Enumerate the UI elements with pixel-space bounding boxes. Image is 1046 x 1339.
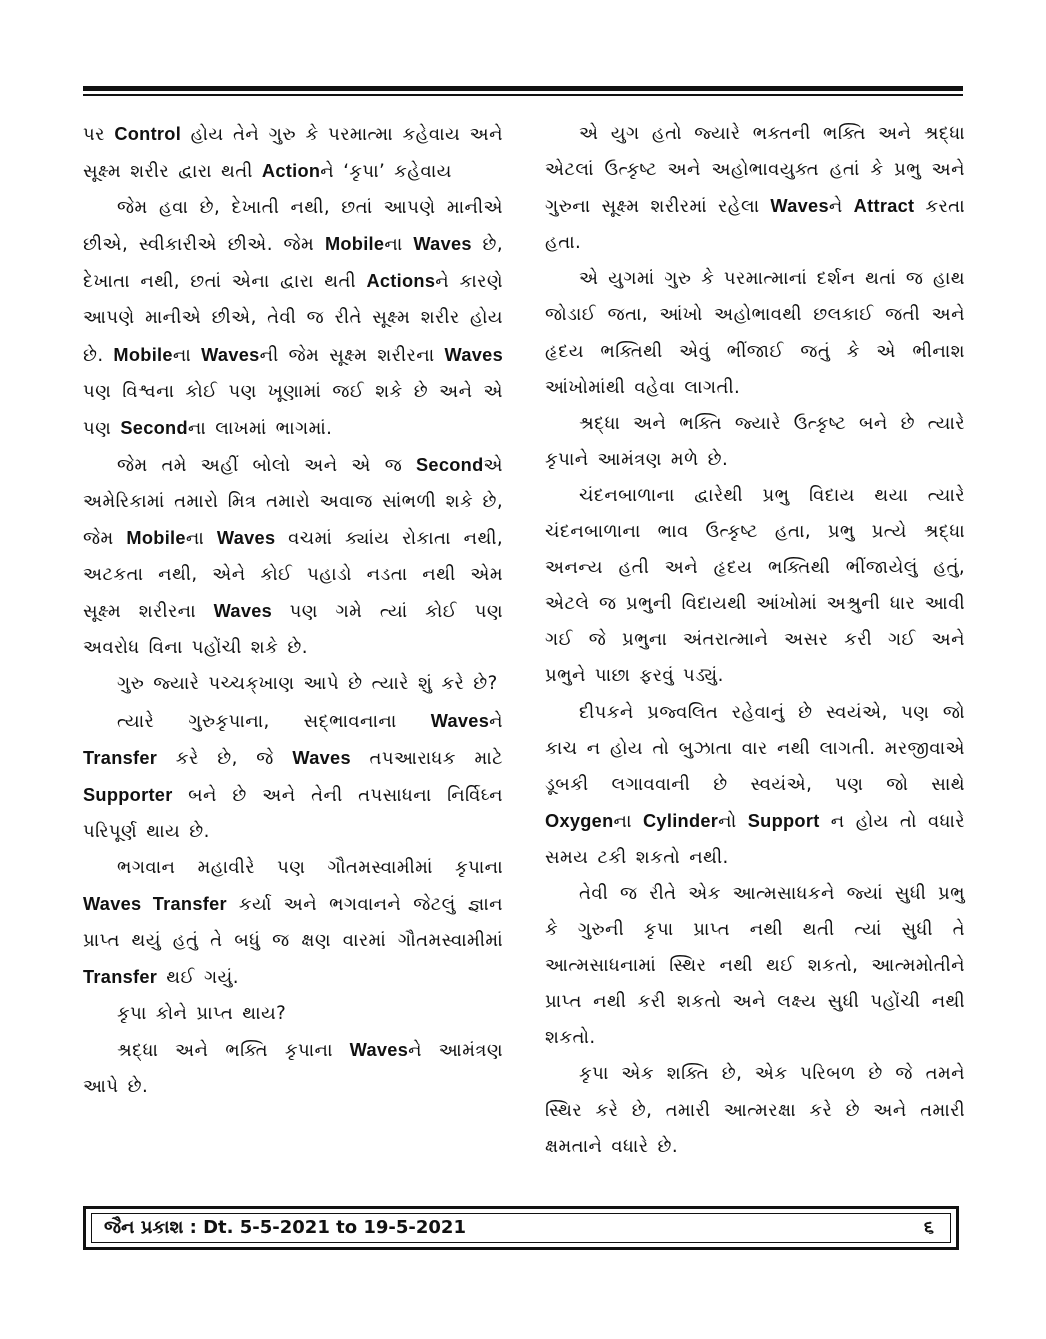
page-number: ૬ [923,1217,934,1238]
right_column-paragraph: કૃપા એક શક્તિ છે, એક પરિબળ છે જે તમને સ્થિર કરે છે, તમારી આત્મરક્ષા કરે છે અને તમારી ક્ષમતાને વધારે છે. [545,1063,965,1157]
right_column-paragraph: એ યુગમાં ગુરુ કે પરમાત્માનાં દર્શન થતાં જ હાથ જોડાઈ જતા, આંખો અહોભાવથી છલકાઈ જતી અને હૃદય ભક્તિથી એવું ભીંજાઈ જતું કે એ ભીનાશ આંખોમાંથી વહેવા લાગતી. [545,268,965,398]
right_column-paragraph: ચંદનબાળાના દ્વારેથી પ્રભુ વિદાય થયા ત્યારે ચંદનબાળાના ભાવ ઉત્કૃષ્ટ હતા, પ્રભુ પ્રત્યે શ્રદ્ધા અનન્ય હતી અને હૃદય ભક્તિથી ભીંજાયેલું હતું, એટલે જ પ્રભુની વિદાયથી આંખોમાં અશ્રુની ધાર આવી ગઈ જે પ્રભુના અંતરાત્માને અસર કરી ગઈ અને પ્રભુને પાછા ફરવું પડ્યું. [545,484,965,687]
right_column-paragraph: તેવી જ રીતે એક આત્મસાધકને જ્યાં સુધી પ્રભુ કે ગુરુની કૃપા પ્રાપ્ત નથી થતી ત્યાં સુધી તે આત્મસાધનામાં સ્થિર નથી થઈ શકતો, આત્મમોતીને પ્રાપ્ત નથી કરી શકતો અને લક્ષ્ય સુધી પહોંચી નથી શકતો. [545,882,965,1049]
left_column-paragraph: ગુરુ જ્યારે પચ્ચક્‌ખાણ આપે છે ત્યારે શું કરે છે? [117,673,498,695]
footer-box [83,1206,959,1250]
left_column-paragraph: જેમ તમે અહીં બોલો અને એ જ Secondએ અમેરિકામાં તમારો મિત્ર તમારો અવાજ સાંભળી શકે છે, જેમ Mobileના Waves વચમાં ક્યાંય રોકાતા નથી, અટકતા નથી, એને કોઈ પહાડો નડતા નથી એમ સૂક્ષ્મ શરીરના Waves પણ ગમે ત્યાં કોઈ પણ અવરોધ વિના પહોંચી શકે છે. [83,454,504,659]
footer-inner-border [91,1213,951,1243]
right_column-paragraph: શ્રદ્ધા અને ભક્તિ જ્યારે ઉત્કૃષ્ટ બને છે ત્યારે કૃપાને આમંત્રણ મળે છે. [545,412,965,470]
left_column-paragraph: ભગવાન મહાવીરે પણ ગૌતમસ્વામીમાં કૃપાના Waves Transfer કર્યા અને ભગવાનને જેટલું જ્ઞાન પ્રાપ્ત થયું હતું તે બધું જ ક્ષણ વારમાં ગૌતમસ્વામીમાં Transfer થઈ ગયું. [83,856,503,989]
left_column-paragraph: જેમ હવા છે, દેખાતી નથી, છતાં આપણે માનીએ છીએ, સ્વીકારીએ છીએ. જેમ Mobileના Waves છે, દેખાતા નથી, છતાં એના દ્વારા થતી Actionsને કારણે આપણે માનીએ છીએ, તેવી જ રીતે સૂક્ષ્મ શરીર હોય છે. Mobileના Wavesની જેમ સૂક્ષ્મ શરીરના Waves પણ વિશ્વના કોઈ પણ ખૂણામાં જઈ શકે છે અને એ પણ Secondના લાખમાં ભાગમાં. [83,197,503,439]
left-column [83,116,503,1106]
right_column-paragraph: દીપકને પ્રજ્વલિત રહેવાનું છે સ્વયંએ, પણ જો કાચ ન હોય તો બુઝાતા વાર નથી લાગતી. મરજીવાએ ડૂબકી લગાવવાની છે સ્વયંએ, પણ જો સાથે Oxygenના Cylinderનો Support ન હોય તો વધારે સમય ટકી શકતો નથી. [545,701,965,868]
footer-title: જૈન પ્રકાશ : Dt. 5-5-2021 to 19-5-2021 [104,1217,466,1238]
right-column [545,116,965,1165]
right_column-paragraph: એ યુગ હતો જ્યારે ભક્તની ભક્તિ અને શ્રદ્ધા એટલાં ઉત્કૃષ્ટ અને અહોભાવયુક્ત હતાં કે પ્રભુ અને ગુરુના સૂક્ષ્મ શરીરમાં રહેલા Wavesને Attract કરતા હતા. [545,123,965,254]
left_column-paragraph: પર Control હોય તેને ગુરુ કે પરમાત્મા કહેવાય અને સૂક્ષ્મ શરીર દ્વારા થતી Actionને ‘કૃપા’ કહેવાય [83,124,503,183]
left_column-paragraph: કૃપા કોને પ્રાપ્ત થાય? [117,1003,287,1025]
left_column-paragraph: શ્રદ્ધા અને ભક્તિ કૃપાના Wavesને આમંત્રણ આપે છે. [83,1040,503,1098]
left_column-paragraph: ત્યારે ગુરુકૃપાના, સદ્‌ભાવનાના Wavesને Transfer કરે છે, જે Waves તપઆરાધક માટે Supporter બને છે અને તેની તપસાધના નિર્વિઘ્ન પરિપૂર્ણ થાય છે. [83,710,503,842]
header-rule-thick [83,86,963,91]
header-rule-thin [83,94,963,96]
